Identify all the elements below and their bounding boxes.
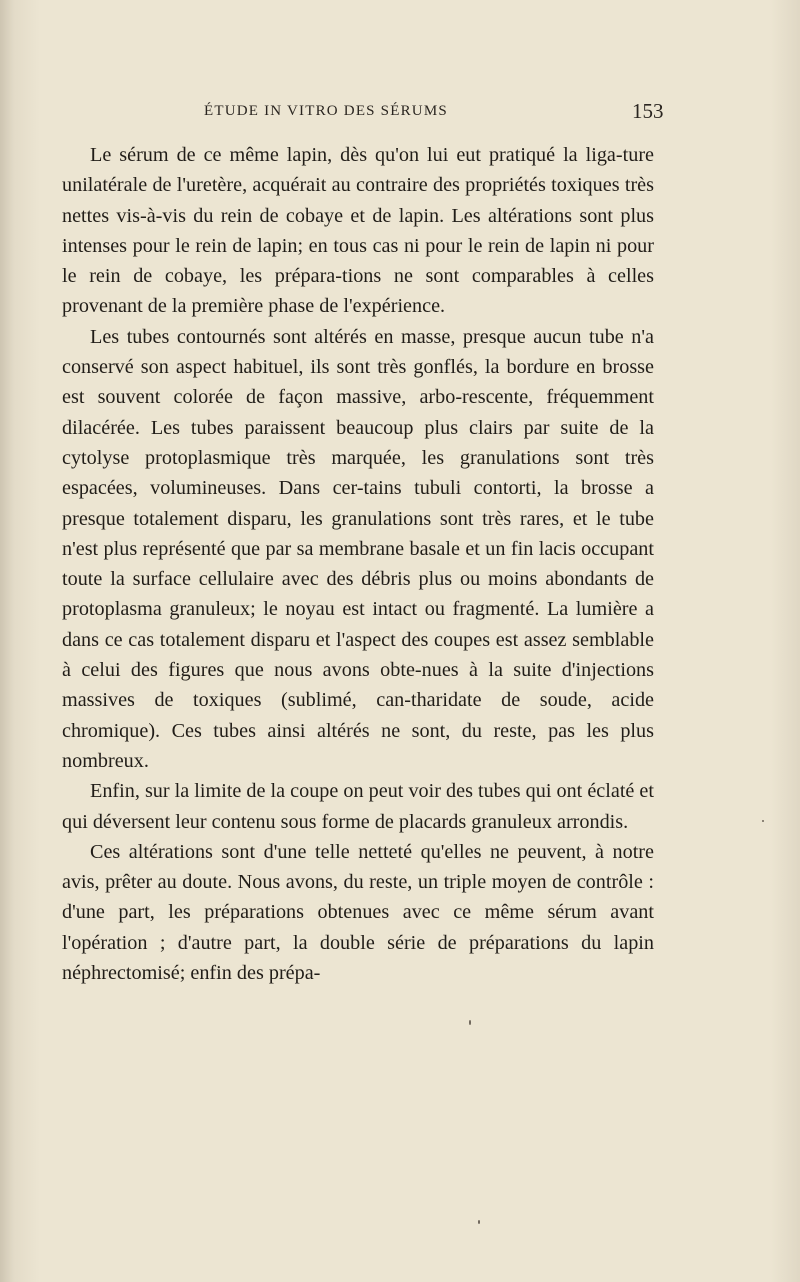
paragraph-2: Les tubes contournés sont altérés en masse, presque aucun tube n'a conservé son aspect habituel, ils sont très gonflés, la bordure en brosse est souvent colorée de façon massive, arbo-rescente, fréquemment dilacérée. Les tubes paraissent beaucoup plus clairs par suite de la cytolyse protoplasmique très marquée, les granulations sont très espacées, volumineuses. Dans cer-tains tubuli contorti, la brosse a presque totalement disparu, les granulations sont très rares, et le tube n'est plus représenté que par sa membrane basale et un fin lacis occupant toute la surface cellulaire avec des débris plus ou moins abondants de protoplasma granuleux; le noyau est intact ou fragmenté. La lumière a dans ce cas totalement disparu et l'aspect des coupes est assez semblable à celui des figures que nous avons obte-nues à la suite d'injections massives de toxiques (sublimé, can-tharidate de soude, acide chromique). Ces tubes ainsi altérés ne sont, du reste, pas les plus nombreux. xyxy=(62,325,654,772)
speck xyxy=(469,1020,471,1025)
paragraph-3: Enfin, sur la limite de la coupe on peut voir des tubes qui ont éclaté et qui déversent leur contenu sous forme de placards granuleux arrondis. xyxy=(62,780,654,833)
paragraph-4: Ces altérations sont d'une telle netteté qu'elles ne peuvent, à notre avis, prêter au doute. Nous avons, du reste, un triple moyen de contrôle : d'une part, les préparations obtenues avec ce même sérum avant l'opération ; d'autre part, la double série de préparations du lapin néphrectomisé; enfin des prépa- xyxy=(62,840,654,985)
page-number: 153 xyxy=(632,99,664,123)
speck xyxy=(762,820,764,822)
paragraph-1: Le sérum de ce même lapin, dès qu'on lui eut pratiqué la liga-ture unilatérale de l'uretère, acquérait au contraire des propriétés toxiques très nettes vis-à-vis du rein de cobaye et de lapin. Les altérations sont plus intenses pour le rein de lapin; en tous cas ni pour le rein de lapin ni pour le rein de cobaye, les prépara-tions ne sont comparables à celles provenant de la première phase de l'expérience. xyxy=(62,144,654,318)
body-text xyxy=(62,140,654,988)
speck xyxy=(478,1220,480,1224)
running-title: ÉTUDE IN VITRO DES SÉRUMS xyxy=(204,103,448,119)
